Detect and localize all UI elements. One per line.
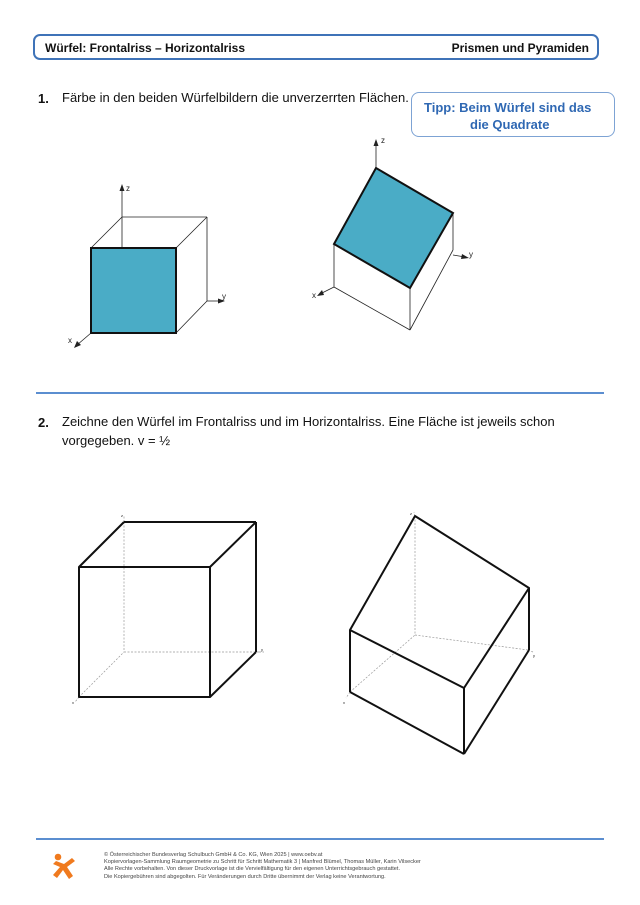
axis-z-label: z bbox=[381, 136, 385, 145]
task-2-text-line-1: Zeichne den Würfel im Frontalriss und im Horizontalriss. Eine Fläche ist jeweils schon bbox=[62, 414, 555, 429]
footer-line: Alle Rechte vorbehalten. Von dieser Druckvorlage ist die Vervielfältigung für den eigenen Unterrichtsgebrauch gestattet. bbox=[104, 866, 401, 873]
axis-y-label: y bbox=[469, 250, 473, 259]
axis-y-label: y bbox=[261, 647, 263, 652]
task-2-number: 2. bbox=[38, 415, 49, 430]
footer-line: Die Kopiergebühren sind abgegolten. Für Veränderungen durch Dritte übernimmt der Verlag keine Verantwortung. bbox=[104, 873, 386, 880]
axis-x-label: x bbox=[72, 700, 74, 705]
task-2-text-line-2: vorgegeben. v = ½ bbox=[62, 433, 171, 448]
oebv-logo-icon bbox=[50, 852, 80, 882]
tip-line-1: Tipp: Beim Würfel sind das bbox=[424, 100, 592, 115]
footer-text bbox=[104, 852, 421, 881]
axis-y-label: y bbox=[222, 292, 226, 301]
axis-y-label: y bbox=[533, 653, 535, 658]
footer-line: Kopiervorlagen-Sammlung Raumgeometrie zu Schritt für Schritt Mathematik 3 | Manfred Blümel, Thomas Müller, Karin Vilsecker bbox=[104, 859, 421, 866]
axis-x-label: x bbox=[343, 700, 345, 705]
axis-x-label: x bbox=[68, 336, 72, 345]
axis-z-label: z bbox=[126, 184, 130, 193]
task-1-number: 1. bbox=[38, 91, 49, 106]
tip-line-2: die Quadrate bbox=[470, 117, 550, 132]
axis-z-label: z bbox=[121, 513, 123, 518]
axis-x-label: x bbox=[312, 291, 316, 300]
axis-z-label: z bbox=[410, 511, 412, 516]
worksheet-topic: Prismen und Pyramiden bbox=[451, 41, 589, 55]
worksheet-title: Würfel: Frontalriss – Horizontalriss bbox=[45, 41, 246, 55]
footer-line: © Österreichischer Bundesverlag Schulbuch GmbH & Co. KG, Wien 2025 | www.oebv.at bbox=[104, 852, 323, 858]
task-1-text: Färbe in den beiden Würfelbildern die unverzerrten Flächen. bbox=[62, 90, 409, 105]
footer-divider bbox=[36, 838, 604, 840]
